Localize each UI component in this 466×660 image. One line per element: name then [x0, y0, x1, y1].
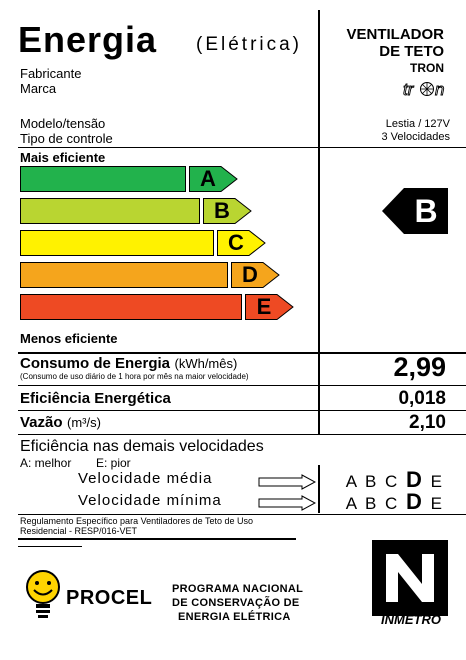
speed-row-minima-letters	[346, 489, 444, 515]
regulation-line2: Residencial - RESP/016-VET	[20, 526, 138, 536]
vazao-unit: (m³/s)	[66, 415, 101, 430]
legend-pior: E: pior	[96, 456, 131, 470]
consumo-label: Consumo de Energia	[20, 355, 171, 372]
svg-text:tr: tr	[403, 80, 414, 99]
speed-letter: B	[364, 472, 379, 491]
divider-bottom-short	[18, 546, 82, 547]
divider-bottom	[18, 538, 296, 540]
consumo-note: (Consumo de uso diário de 1 hora por mês na maior velocidade)	[20, 372, 249, 381]
consumo-heading	[20, 355, 237, 373]
regulation-line1: Regulamento Específico para Ventiladores de Teto de Uso	[20, 516, 253, 526]
divider-demais	[18, 434, 466, 435]
controle-label: Tipo de controle	[20, 131, 113, 146]
vazao-value: 2,10	[409, 412, 446, 433]
scale-bar-b	[20, 198, 200, 224]
regulation-text	[20, 516, 253, 536]
speed-row-media-label: Velocidade média	[78, 470, 213, 487]
procel-line3: ENERGIA ELÉTRICA	[178, 611, 291, 623]
procel-description	[172, 582, 303, 624]
speed-letter: C	[385, 494, 400, 513]
scale-bar-c	[20, 230, 214, 256]
brand-logo	[402, 78, 450, 100]
tron-logo-icon	[402, 78, 450, 100]
product-type	[314, 26, 444, 75]
speed-letter: A	[345, 494, 359, 513]
divider-vertical-top	[318, 10, 320, 148]
speed-row-minima-label: Velocidade mínima	[78, 492, 222, 509]
speed-row-minima-arrow	[258, 495, 316, 516]
procel-line2: DE CONSERVAÇÃO DE	[172, 597, 300, 609]
modelo-label: Modelo/tensão	[20, 116, 106, 131]
scale-letter-a: A	[200, 166, 216, 191]
demais-title: Eficiência nas demais velocidades	[20, 438, 264, 455]
eficiencia-value: 0,018	[398, 388, 446, 409]
speed-letter-selected: D	[406, 489, 424, 514]
marca-label: Marca	[20, 81, 57, 96]
procel-lightbulb-icon	[24, 570, 62, 622]
vazao-label: Vazão	[20, 414, 63, 431]
fabricante-label: Fabricante	[20, 66, 82, 81]
procel-logo	[24, 570, 62, 627]
scale-letter-d: D	[242, 262, 258, 287]
scale-letter-b: B	[214, 198, 230, 223]
procel-line1: PROGRAMA NACIONAL	[172, 583, 304, 595]
speed-letter: B	[364, 494, 379, 513]
svg-text:n: n	[435, 80, 445, 99]
divider-vertical-values	[318, 353, 320, 434]
rating-letter: B	[414, 193, 438, 229]
outline-arrow-icon	[258, 474, 316, 490]
brand-name: TRON	[410, 61, 444, 75]
speed-letter-selected: D	[406, 467, 424, 492]
mais-eficiente-label: Mais eficiente	[20, 150, 106, 165]
divider-eficiencia	[18, 385, 466, 386]
speed-letter: C	[385, 472, 400, 491]
outline-arrow-icon	[258, 495, 316, 511]
scale-letter-e: E	[256, 294, 272, 319]
divider-regulation	[18, 514, 466, 515]
inmetro-name: INMETRO	[381, 612, 441, 627]
modelo-value: Lestia / 127V	[385, 118, 450, 130]
speed-letter: E	[430, 494, 444, 513]
controle-value: 3 Velocidades	[381, 131, 450, 143]
inmetro-logo	[372, 540, 448, 621]
scale-bar-d	[20, 262, 228, 288]
legend-melhor: A: melhor	[20, 456, 72, 470]
product-type-line2: DE TETO	[379, 43, 444, 60]
scale-letter-c: C	[228, 230, 244, 255]
rating-indicator	[382, 188, 448, 239]
menos-eficiente-label: Menos eficiente	[20, 331, 118, 346]
divider-top	[18, 147, 466, 148]
label-subtitle: (Elétrica)	[196, 34, 303, 55]
speed-letter: A	[345, 472, 359, 491]
label-title: Energia	[18, 19, 158, 60]
consumo-unit: (kWh/mês)	[174, 356, 238, 371]
divider-vazao	[18, 410, 466, 411]
speed-letter: E	[430, 472, 444, 491]
vazao-heading	[20, 414, 101, 432]
inmetro-logo-icon	[372, 540, 448, 616]
scale-bar-a	[20, 166, 186, 192]
speed-row-media-arrow	[258, 474, 316, 495]
procel-name: PROCEL	[66, 587, 153, 609]
product-type-line1: VENTILADOR	[346, 26, 444, 43]
divider-vertical-scale	[318, 147, 320, 353]
scale-bar-e	[20, 294, 242, 320]
divider-vertical-speeds	[318, 465, 320, 513]
eficiencia-label: Eficiência Energética	[20, 390, 171, 407]
consumo-value: 2,99	[393, 352, 446, 382]
